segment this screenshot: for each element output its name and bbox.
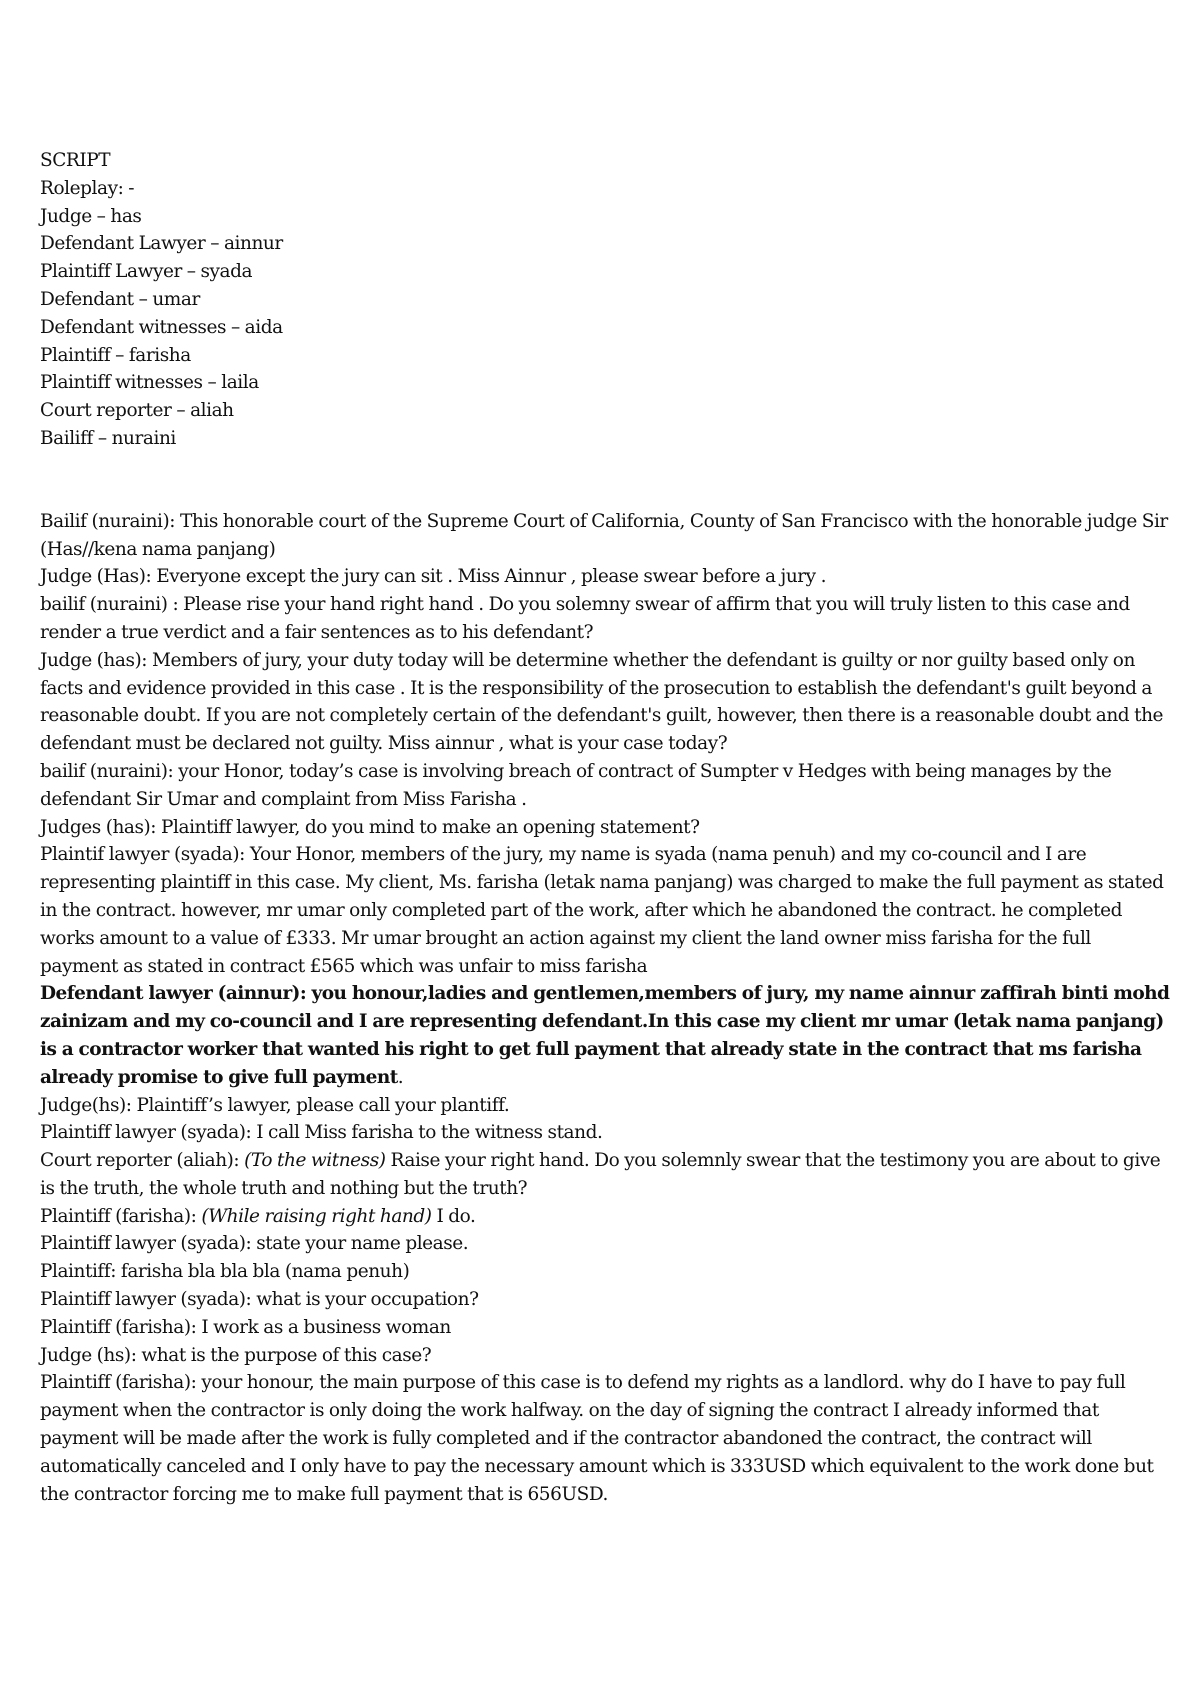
- role-item: Plaintiff Lawyer – syada: [40, 261, 253, 283]
- dialogue-line: [40, 1286, 1170, 1314]
- dialogue-line: [40, 1230, 1170, 1258]
- dialogue-line: [40, 563, 1170, 591]
- dialogue-text: Judge (has): Members of jury, your duty today will be determine whether the defendant is guilty or nor guilty based only on facts and evidence provided in this case . It is the responsibility of the prosecution to establish the defendant's guilt beyond a reasonable doubt. If you are not completely certain of the defendant's guilt, however, then there is a reasonable doubt and the defendant must be declared not guilty. Miss ainnur , what is your case today?: [40, 649, 1164, 755]
- dialogue-line: [40, 647, 1170, 758]
- roleplay-label: Roleplay: -: [40, 177, 135, 199]
- dialogue: [40, 508, 1170, 1509]
- dialogue-text-after: I do.: [431, 1205, 476, 1227]
- role-item: Bailiff – nuraini: [40, 427, 176, 449]
- dialogue-text: bailif (nuraini): your Honor, today’s case is involving breach of contract of Sumpter v Hedges with being manages by the defendant Sir Umar and complaint from Miss Farisha .: [40, 760, 1112, 810]
- dialogue-text: Court reporter (aliah):: [40, 1150, 245, 1172]
- dialogue-line: [40, 1092, 1170, 1120]
- dialogue-line: [40, 1314, 1170, 1342]
- dialogue-text: Plaintiff lawyer (syada): what is your occupation?: [40, 1289, 479, 1311]
- dialogue-text-after: Raise your right hand. Do you solemnly swear that the testimony you are about to give is the truth, the whole truth and nothing but the truth?: [40, 1150, 1161, 1199]
- dialogue-line: [40, 591, 1170, 647]
- dialogue-line: [40, 1203, 1170, 1231]
- dialogue-line: [40, 508, 1170, 564]
- role-item: Plaintiff – farisha: [40, 344, 191, 366]
- dialogue-line: [40, 1369, 1170, 1508]
- dialogue-line: [40, 1119, 1170, 1147]
- dialogue-text: Plaintiff (farisha):: [40, 1205, 202, 1227]
- dialogue-line: [40, 1147, 1170, 1203]
- dialogue-text-after: .: [397, 1066, 404, 1088]
- dialogue-line: [40, 758, 1170, 814]
- role-item: Court reporter – aliah: [40, 400, 234, 422]
- dialogue-text: Judge(hs): Plaintiff’s lawyer, please call your plantiff.: [40, 1094, 510, 1116]
- dialogue-text: Plaintif lawyer (syada): Your Honor, members of the jury, my name is syada (nama penuh) and my co-council and I are representing plaintiff in this case. My client, Ms. farisha (letak nama panjang) was charged to make the full payment as stated in the contract. however, mr umar only completed part of the work, after which he abandoned the contract. he completed works amount to a value of £333. Mr umar brought an action against my client the land owner miss farisha for the full payment as stated in contract £565 which was unfair to miss farisha: [40, 844, 1164, 977]
- dialogue-text: bailif (nuraini) : Please rise your hand right hand . Do you solemny swear of affirm that you will truly listen to this case and render a true verdict and a fair sentences as to his defendant?: [40, 594, 1130, 643]
- defendant-statement: Defendant lawyer (ainnur): you honour,ladies and gentlemen,members of jury, my name ainnur zaffirah binti mohd zainizam and my co-council and I are representing defendant.In this case my client mr umar (letak nama panjang) is a contractor worker that wanted his right to get full payment that already state in the contract that ms farisha already promise to give full payment: [40, 983, 1170, 1088]
- dialogue-line: [40, 841, 1170, 980]
- role-item: Defendant Lawyer – ainnur: [40, 233, 283, 255]
- role-item: Defendant – umar: [40, 288, 200, 310]
- stage-direction: (While raising right hand): [201, 1205, 432, 1227]
- dialogue-text: Judge (hs): what is the purpose of this case?: [40, 1344, 432, 1366]
- dialogue-line: [40, 1258, 1170, 1286]
- role-item: Plaintiff witnesses – laila: [40, 372, 259, 394]
- dialogue-text: Judges (has): Plaintiff lawyer, do you mind to make an opening statement?: [40, 816, 700, 838]
- dialogue-text: Plaintiff lawyer (syada): state your name please.: [40, 1233, 469, 1255]
- dialogue-line-bold: [40, 980, 1170, 1091]
- role-item: Judge – has: [40, 205, 142, 227]
- dialogue-text: Plaintiff lawyer (syada): I call Miss farisha to the witness stand.: [40, 1122, 603, 1144]
- dialogue-line: [40, 814, 1170, 842]
- dialogue-text: Judge (Has): Everyone except the jury can sit . Miss Ainnur , please swear before a jury .: [40, 566, 827, 588]
- document-page: [40, 147, 1170, 1508]
- dialogue-text: Plaintiff: farisha bla bla bla (nama penuh): [40, 1261, 410, 1283]
- dialogue-text: Plaintiff (farisha): your honour, the main purpose of this case is to defend my rights as a landlord. why do I have to pay full payment when the contractor is only doing the work halfway. on the day of signing the contract I already informed that payment will be made after the work is fully completed and if the contractor abandoned the contract, the contract will automatically canceled and I only have to pay the necessary amount which is 333USD which equivalent to the work done but the contractor forcing me to make full payment that is 656USD.: [40, 1372, 1154, 1505]
- dialogue-text: Plaintiff (farisha): I work as a business woman: [40, 1316, 451, 1338]
- dialogue-line: [40, 1342, 1170, 1370]
- stage-direction: (To the witness): [244, 1150, 386, 1172]
- script-heading: SCRIPT: [40, 150, 111, 171]
- role-item: Defendant witnesses – aida: [40, 316, 283, 338]
- dialogue-text: Bailif (nuraini): This honorable court of the Supreme Court of California, County of San Francisco with the honorable judge Sir (Has//kena nama panjang): [40, 510, 1168, 560]
- role-list: [40, 147, 1170, 453]
